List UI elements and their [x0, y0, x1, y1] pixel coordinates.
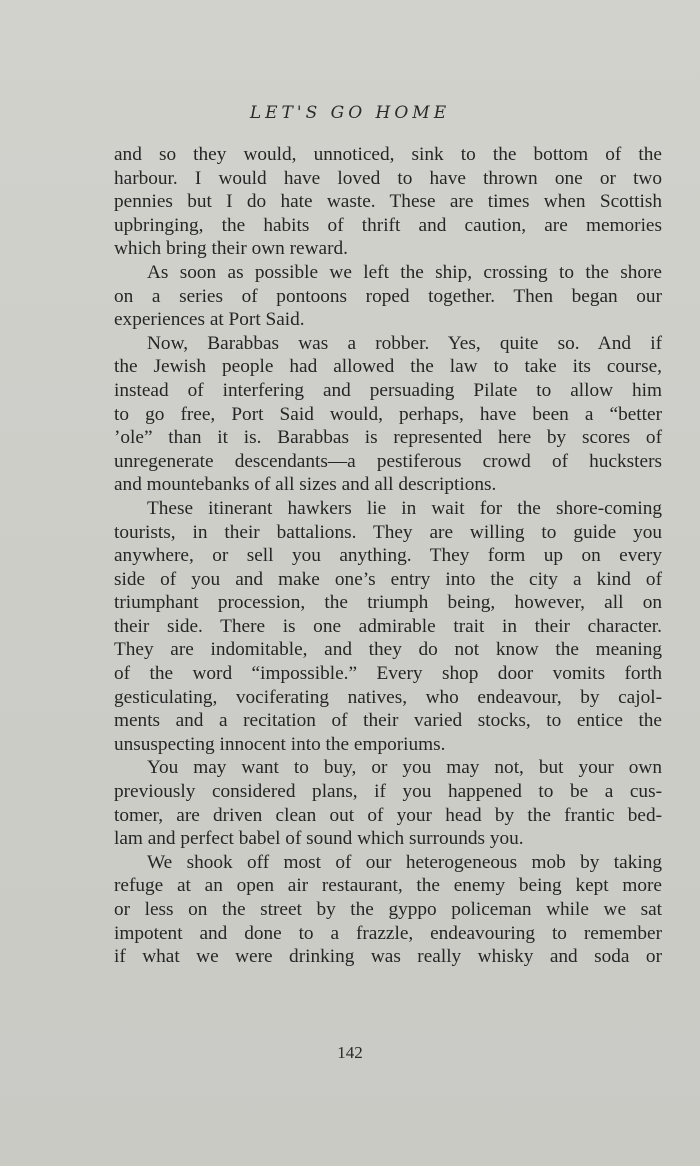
text-line: ments and a recitation of their varied stocks, to entice the: [114, 710, 662, 732]
text-line: ’ole” than it is. Barabbas is represented here by scores of: [114, 427, 662, 449]
running-head: LET'S GO HOME: [249, 103, 451, 123]
body-text: [114, 143, 662, 969]
text-line: tomer, are driven clean out of your head by the frantic bed-: [114, 804, 662, 826]
text-line: and mountebanks of all sizes and all descriptions.: [114, 474, 497, 496]
text-line: harbour. I would have loved to have thrown one or two: [114, 167, 662, 189]
text-line: We shook off most of our heterogeneous mob by taking: [147, 851, 662, 873]
text-line: impotent and done to a frazzle, endeavouring to remember: [114, 922, 662, 944]
text-line: unregenerate descendants—a pestiferous crowd of hucksters: [114, 450, 662, 472]
text-line: unsuspecting innocent into the emporiums.: [114, 733, 446, 755]
text-line: or less on the street by the gyppo policeman while we sat: [114, 899, 662, 920]
text-line: the Jewish people had allowed the law to take its course,: [114, 356, 662, 378]
text-line: Now, Barabbas was a robber. Yes, quite so. And if: [147, 332, 662, 354]
text-line: These itinerant hawkers lie in wait for the shore-coming: [147, 497, 662, 519]
text-line: refuge at an open air restaurant, the enemy being kept more: [114, 875, 662, 897]
text-line: They are indomitable, and they do not know the meaning: [114, 639, 662, 661]
text-line: anywhere, or sell you anything. They form up on every: [114, 545, 662, 567]
page-number: 142: [337, 1043, 363, 1062]
text-line: on a series of pontoons roped together. Then began our: [114, 285, 662, 307]
text-line: tourists, in their battalions. They are willing to guide you: [114, 521, 662, 543]
text-line: As soon as possible we left the ship, crossing to the shore: [147, 261, 662, 283]
text-line: if what we were drinking was really whisky and soda or: [114, 946, 662, 968]
text-line: of the word “impossible.” Every shop door vomits forth: [114, 663, 662, 685]
text-line: their side. There is one admirable trait in their character.: [114, 615, 662, 637]
text-line: previously considered plans, if you happened to be a cus-: [114, 781, 662, 803]
text-line: instead of interfering and persuading Pilate to allow him: [114, 379, 662, 401]
text-line: experiences at Port Said.: [114, 309, 305, 331]
text-line: gesticulating, vociferating natives, who endeavour, by cajol-: [114, 686, 662, 708]
text-line: You may want to buy, or you may not, but your own: [147, 757, 662, 779]
text-line: and so they would, unnoticed, sink to the bottom of the: [114, 144, 662, 165]
text-line: lam and perfect babel of sound which surrounds you.: [114, 828, 524, 850]
text-line: which bring their own reward.: [114, 238, 348, 260]
text-line: triumphant procession, the triumph being, however, all on: [114, 592, 662, 614]
text-line: upbringing, the habits of thrift and caution, are memories: [114, 214, 662, 236]
text-line: side of you and make one’s entry into the city a kind of: [114, 568, 662, 590]
text-line: to go free, Port Said would, perhaps, have been a “better: [114, 403, 662, 425]
text-line: pennies but I do hate waste. These are times when Scottish: [114, 191, 662, 213]
